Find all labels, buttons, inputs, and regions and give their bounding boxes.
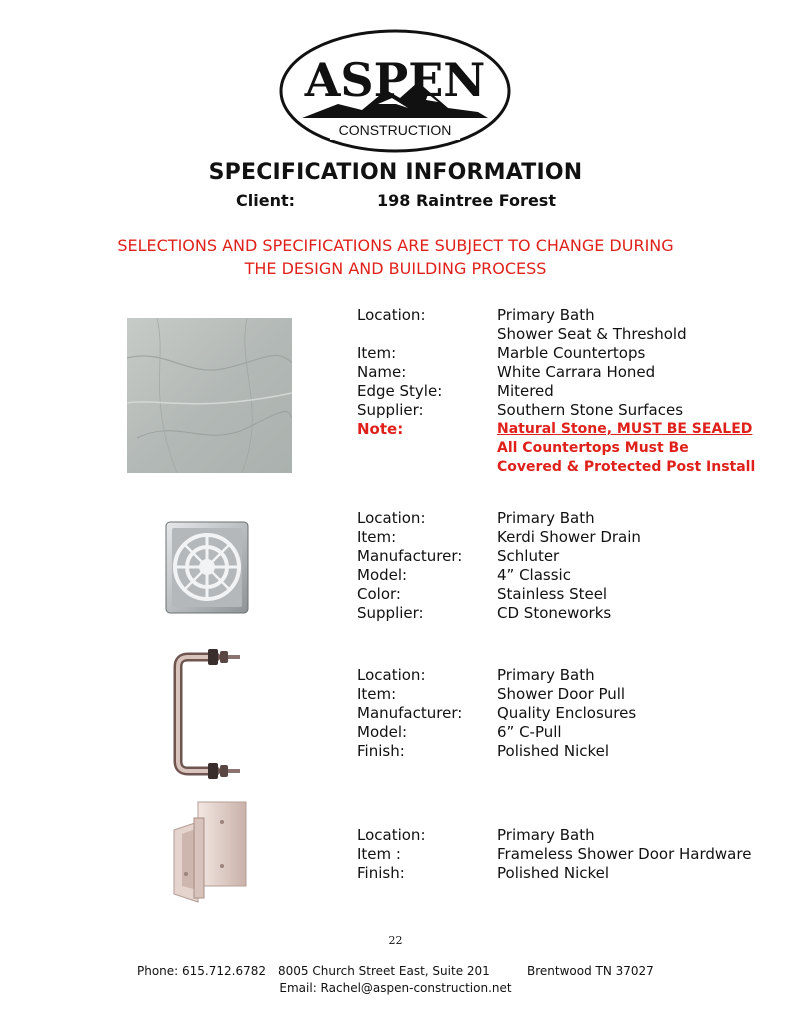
spec-label: Model: <box>357 723 408 741</box>
marble-sample-image <box>127 318 292 473</box>
logo-name: ASPEN <box>304 53 486 107</box>
spec-label: Supplier: <box>357 604 424 622</box>
spec-label: Manufacturer: <box>357 547 463 565</box>
client-value: 198 Raintree Forest <box>377 191 556 210</box>
note-line-1: Natural Stone, MUST BE SEALED <box>497 421 753 437</box>
spec-value: Primary Bath <box>497 666 595 684</box>
spec-value: Polished Nickel <box>497 864 610 882</box>
footer-address: 8005 Church Street East, Suite 201 <box>278 964 490 978</box>
spec-value: Primary Bath <box>497 509 595 527</box>
spec-value: Polished Nickel <box>497 742 610 760</box>
footer-phone: Phone: 615.712.6782 <box>137 964 267 978</box>
shower-drain-image <box>165 521 249 614</box>
spec-value: 6” C-Pull <box>497 723 562 741</box>
door-pull-image <box>168 643 248 785</box>
spec-label: Location: <box>357 826 426 844</box>
spec-label: Name: <box>357 363 407 381</box>
spec-label: Finish: <box>357 864 405 882</box>
spec-value: Primary Bath <box>497 306 595 324</box>
disclaimer-line-1: SELECTIONS AND SPECIFICATIONS ARE SUBJECT TO CHANGE DURING <box>117 236 674 255</box>
note-line-2: All Countertops Must Be <box>497 440 689 456</box>
spec-label: Finish: <box>357 742 405 760</box>
spec-value: Shower Seat & Threshold <box>497 325 687 343</box>
spec-label: Item : <box>357 845 401 863</box>
spec-label: Location: <box>357 509 426 527</box>
footer-city: Brentwood TN 37027 <box>527 964 654 978</box>
page-number: 22 <box>388 934 403 947</box>
spec-value: Frameless Shower Door Hardware <box>497 845 752 863</box>
spec-label: Model: <box>357 566 408 584</box>
logo-sub: CONSTRUCTION <box>338 122 452 138</box>
spec-value: Mitered <box>497 382 554 400</box>
door-hinge-image <box>168 800 250 905</box>
spec-value: Stainless Steel <box>497 585 608 603</box>
spec-value: Southern Stone Surfaces <box>497 401 684 419</box>
spec-value: CD Stoneworks <box>497 604 612 622</box>
aspen-construction-logo <box>278 28 512 154</box>
spec-value: Shower Door Pull <box>497 685 626 703</box>
spec-value: Schluter <box>497 547 560 565</box>
spec-label: Item: <box>357 344 397 362</box>
page-title: SPECIFICATION INFORMATION <box>208 160 583 185</box>
spec-value: Marble Countertops <box>497 344 646 362</box>
spec-label: Location: <box>357 666 426 684</box>
spec-value: 4” Classic <box>497 566 571 584</box>
spec-value: Kerdi Shower Drain <box>497 528 641 546</box>
spec-label: Item: <box>357 528 397 546</box>
client-label: Client: <box>236 191 295 210</box>
spec-value: White Carrara Honed <box>497 363 656 381</box>
spec-value: Quality Enclosures <box>497 704 637 722</box>
spec-value: Primary Bath <box>497 826 595 844</box>
note-line-3: Covered & Protected Post Install <box>497 459 756 475</box>
spec-label: Supplier: <box>357 401 424 419</box>
note-label: Note: <box>357 420 404 438</box>
spec-label: Location: <box>357 306 426 324</box>
spec-label: Manufacturer: <box>357 704 463 722</box>
spec-label: Color: <box>357 585 401 603</box>
disclaimer-line-2: THE DESIGN AND BUILDING PROCESS <box>244 259 547 278</box>
footer-email: Email: Rachel@aspen-construction.net <box>279 981 512 995</box>
spec-label: Edge Style: <box>357 382 443 400</box>
spec-label: Item: <box>357 685 397 703</box>
